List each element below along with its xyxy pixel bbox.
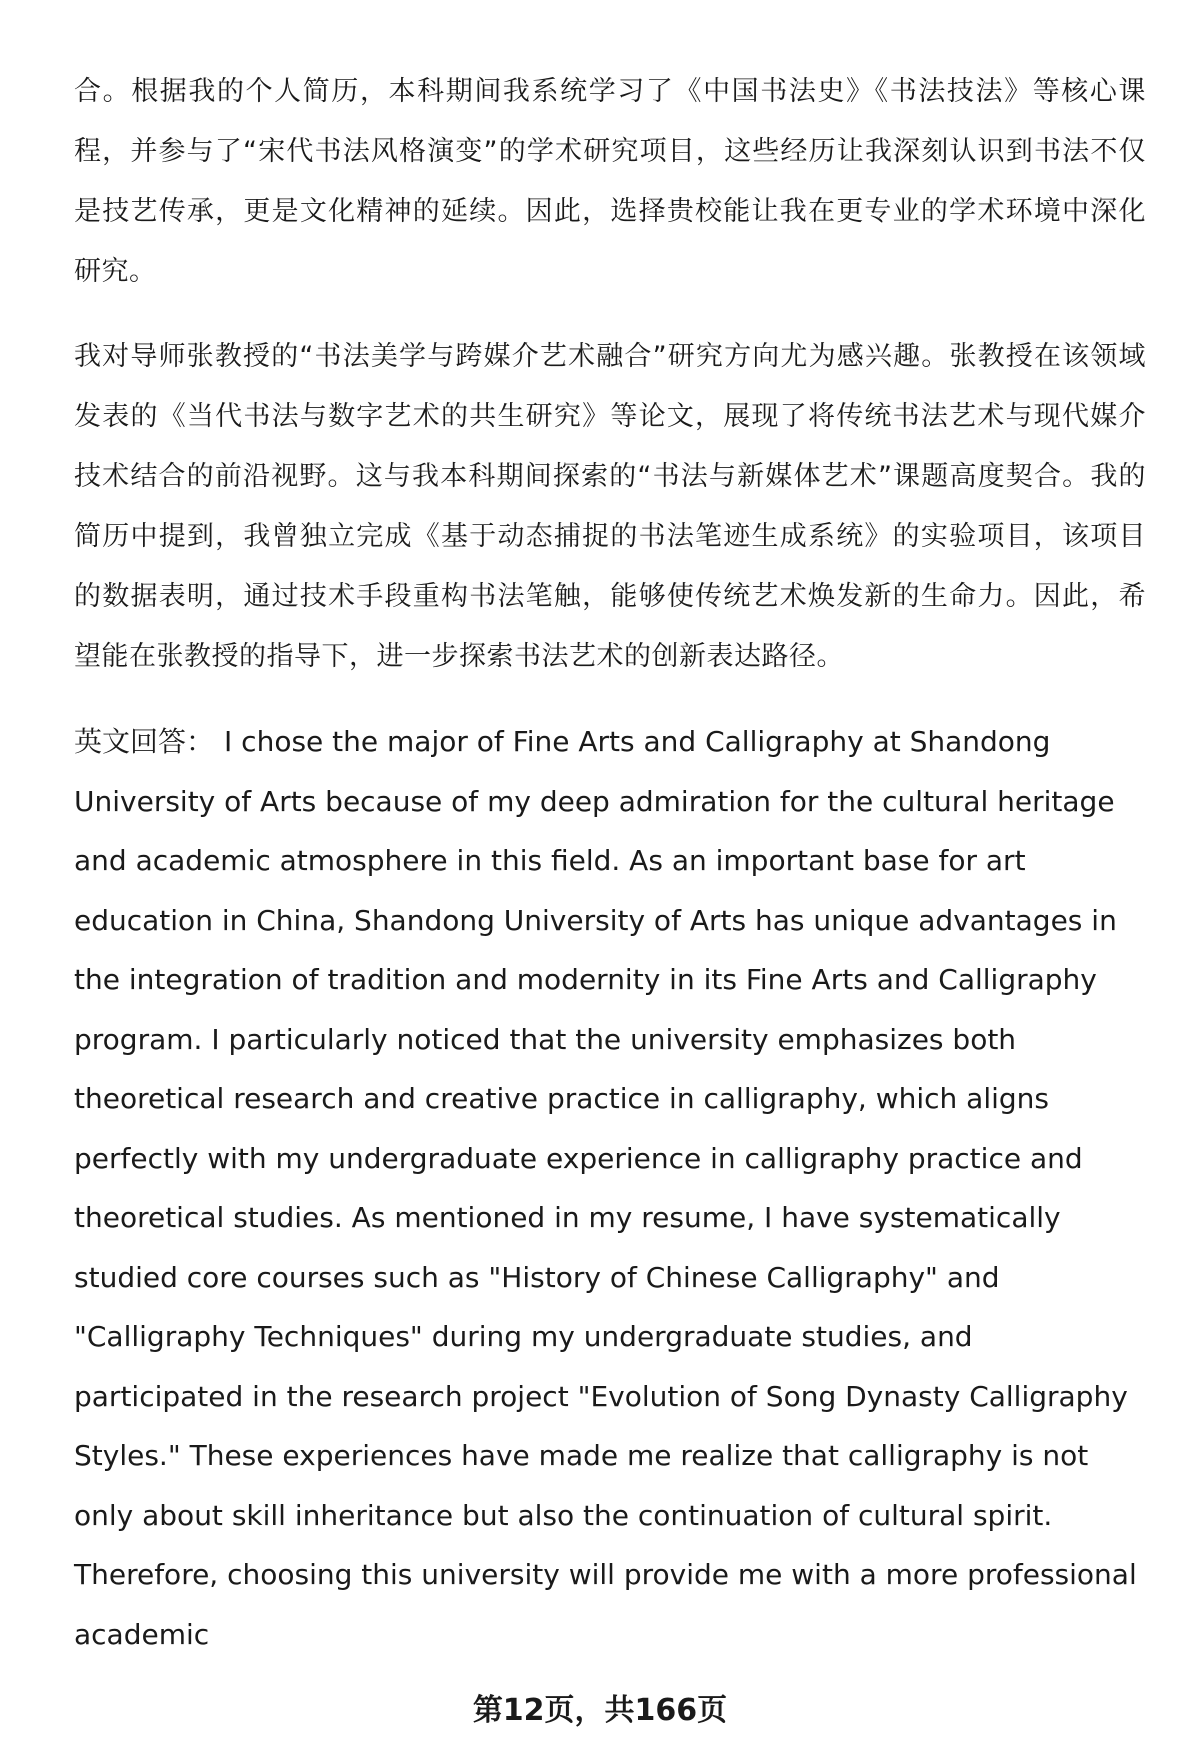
page-indicator: 第12页，共166页	[472, 1693, 728, 1728]
english-answer-label: 英文回答：	[74, 725, 215, 758]
english-answer-text: I chose the major of Fine Arts and Calligraphy at Shandong University of Arts because of my deep admiration for the cultural heritage and academic atmosphere in this field. As an important base for art education in China, Shandong University of Arts has unique advantages in the integration of tradition and modernity in its Fine Arts and Calligraphy program. I particularly noticed that the university emphasizes both theoretical research and creative practice in calligraphy, which aligns perfectly with my undergraduate experience in calligraphy practice and theoretical studies. As mentioned in my resume, I have systematically studied core courses such as "History of Chinese Calligraphy" and "Calligraphy Techniques" during my undergraduate studies, and participated in the research project "Evolution of Song Dynasty Calligraphy Styles." These experiences have made me realize that calligraphy is not only about skill inheritance but also the continuation of cultural spirit. Therefore, choosing this university will provide me with a more professional academic	[74, 725, 1137, 1651]
paragraph-1: 合。根据我的个人简历，本科期间我系统学习了《中国书法史》《书法技法》等核心课程，并参与了“宋代书法风格演变”的学术研究项目，这些经历让我深刻认识到书法不仅是技艺传承，更是文化精神的延续。因此，选择贵校能让我在更专业的学术环境中深化研究。	[74, 76, 1146, 287]
english-answer-paragraph	[74, 712, 1146, 1664]
paragraph-2: 我对导师张教授的“书法美学与跨媒介艺术融合”研究方向尤为感兴趣。张教授在该领域发表的《当代书法与数字艺术的共生研究》等论文，展现了将传统书法艺术与现代媒介技术结合的前沿视野。这与我本科期间探索的“书法与新媒体艺术”课题高度契合。我的简历中提到，我曾独立完成《基于动态捕捉的书法笔迹生成系统》的实验项目，该项目的数据表明，通过技术手段重构书法笔触，能够使传统艺术焕发新的生命力。因此，希望能在张教授的指导下，进一步探索书法艺术的创新表达路径。	[74, 341, 1146, 672]
page-content	[74, 62, 1146, 1664]
